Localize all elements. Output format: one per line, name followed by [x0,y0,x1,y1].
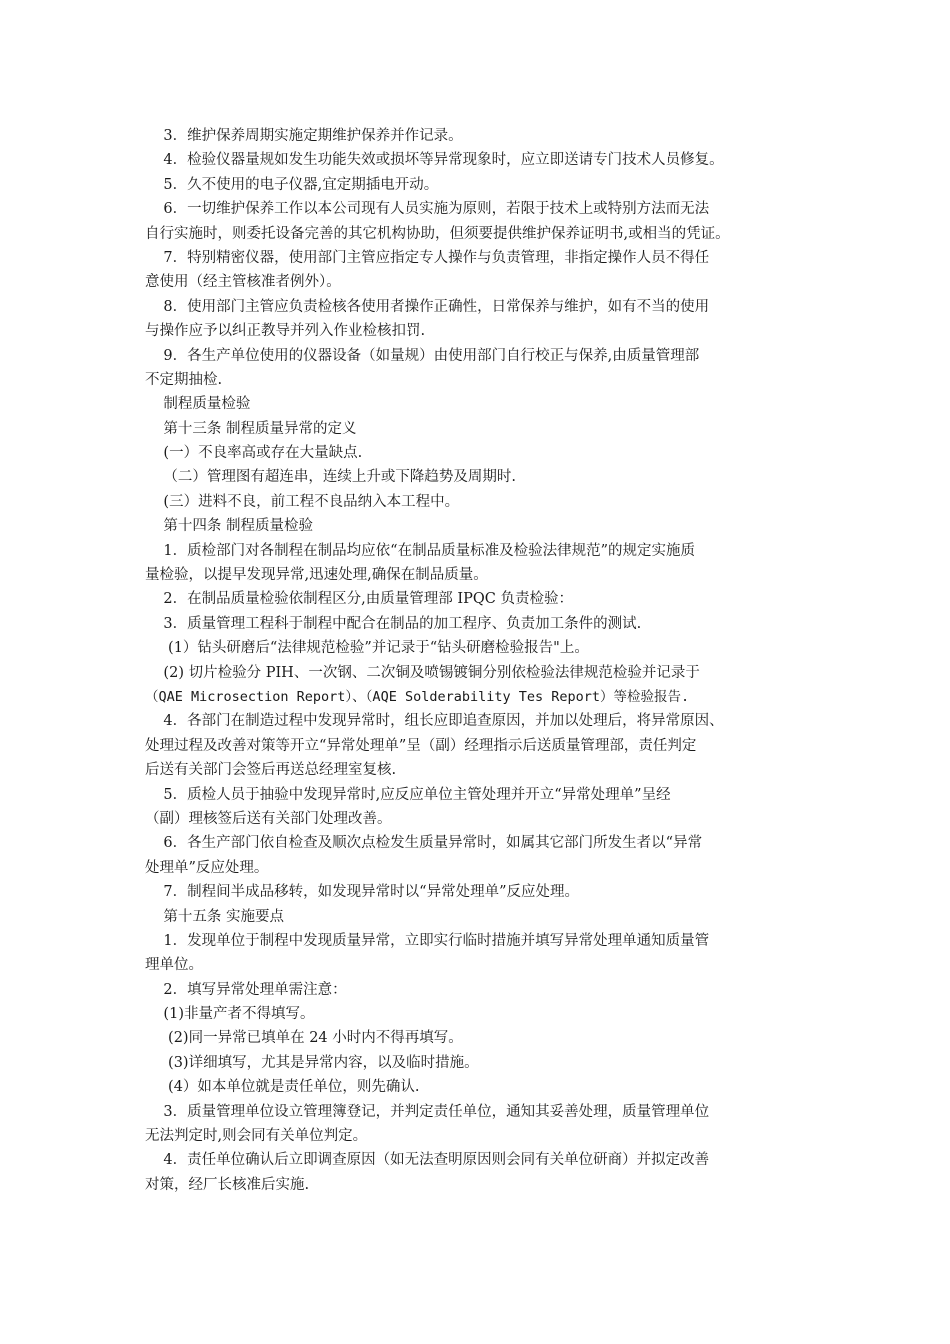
text-line: 处理过程及改善对策等开立“异常处理单”呈（副）经理指示后送质量管理部，责任判定 [145,737,697,754]
article-heading: 第十五条 实施要点 [145,908,285,925]
text-line: 5．久不使用的电子仪器,宜定期插电开动。 [145,176,439,193]
text-line: (2)同一异常已填单在 24 小时内不得再填写。 [145,1030,463,1047]
text-line: 处理单”反应处理。 [145,859,269,876]
section-heading: 制程质量检验 [145,396,251,413]
text-line: (三）进料不良，前工程不良品纳入本工程中。 [145,493,460,510]
text-line: 不定期抽检. [145,371,223,388]
text-line: 9．各生产单位使用的仪器设备（如量规）由使用部门自行校正与保养,由质量管理部 [145,347,700,364]
text-line: 自行实施时，则委托设备完善的其它机构协助，但须要提供维护保养证明书,或相当的凭证。 [145,225,730,242]
text-line: 6．一切维护保养工作以本公司现有人员实施为原则，若限于技术上或特别方法而无法 [145,201,710,218]
text-line: (4）如本单位就是责任单位，则先确认. [145,1079,420,1096]
text-line: 1．发现单位于制程中发现质量异常，立即实行临时措施并填写异常处理单通知质量管 [145,932,710,949]
text-line: 2．在制品质量检验依制程区分,由质量管理部 IPQC 负责检验： [145,591,573,608]
text-line: 无法判定时,则会同有关单位判定。 [145,1128,368,1145]
text-line: 4．检验仪器量规如发生功能失效或损坏等异常现象时，应立即送请专门技术人员修复。 [145,152,724,169]
text-line: (1)非量产者不得填写。 [145,1006,315,1023]
text-line: 意使用（经主管核准者例外）。 [145,274,341,291]
text-line: （二）管理图有超连串，连续上升或下降趋势及周期时. [145,469,517,486]
text-line: 7．特别精密仪器，使用部门主管应指定专人操作与负责管理，非指定操作人员不得任 [145,249,710,266]
text-line: 6．各生产部门依自检查及顺次点检发生质量异常时，如属其它部门所发生者以“异常 [145,835,703,852]
text-line: 3．质量管理工程科于制程中配合在制品的加工程序、负责加工条件的测试. [145,615,642,632]
text-line: (一）不良率高或存在大量缺点. [145,445,363,462]
text-line: 3．质量管理单位设立管理簿登记，并判定责任单位，通知其妥善处理，质量管理单位 [145,1103,710,1120]
text-line: 后送有关部门会签后再送总经理室复核. [145,762,397,779]
text-line: 5．质检人员于抽验中发现异常时,应反应单位主管处理并开立“异常处理单”呈经 [145,786,671,803]
text-line: 4．责任单位确认后立即调查原因（如无法查明原因则会同有关单位研商）并拟定改善 [145,1152,710,1169]
text-line: 对策，经厂长核准后实施. [145,1176,310,1193]
text-line: 1．质检部门对各制程在制品均应依“在制品质量标准及检验法律规范”的规定实施质 [145,542,695,559]
article-heading: 第十三条 制程质量异常的定义 [145,420,357,437]
text-line: （QAE Microsection Report）、（AQE Solderability Tes Report）等检验报告. [145,688,690,705]
text-line: 理单位。 [145,957,203,974]
text-line: 2．填写异常处理单需注意： [145,981,347,998]
text-line: (2) 切片检验分 PIH、一次钢、二次铜及喷锡镀铜分别依检验法律规范检验并记录于 [145,664,700,681]
text-line: 量检验，以提早发现异常,迅速处理,确保在制品质量。 [145,567,488,584]
text-line: 3．维护保养周期实施定期维护保养并作记录。 [145,128,463,144]
text-line: (3)详细填写，尤其是异常内容，以及临时措施。 [145,1054,479,1071]
article-heading: 第十四条 制程质量检验 [145,518,314,535]
text-line: 4．各部门在制造过程中发现异常时，组长应即追查原因，并加以处理后，将异常原因、 [145,713,724,730]
text-line: 8．使用部门主管应负责检核各使用者操作正确性，日常保养与维护，如有不当的使用 [145,298,710,315]
text-line: 7．制程间半成品移转，如发现异常时以“异常处理单”反应处理。 [145,884,579,901]
text-line: （副）理核签后送有关部门处理改善。 [145,810,392,827]
document-body [145,124,815,1197]
text-line: 与操作应予以纠正教导并列入作业检核扣罚. [145,323,426,340]
text-line: (1）钻头研磨后“法律规范检验”并记录于“钻头研磨检验报告"上。 [145,640,589,657]
